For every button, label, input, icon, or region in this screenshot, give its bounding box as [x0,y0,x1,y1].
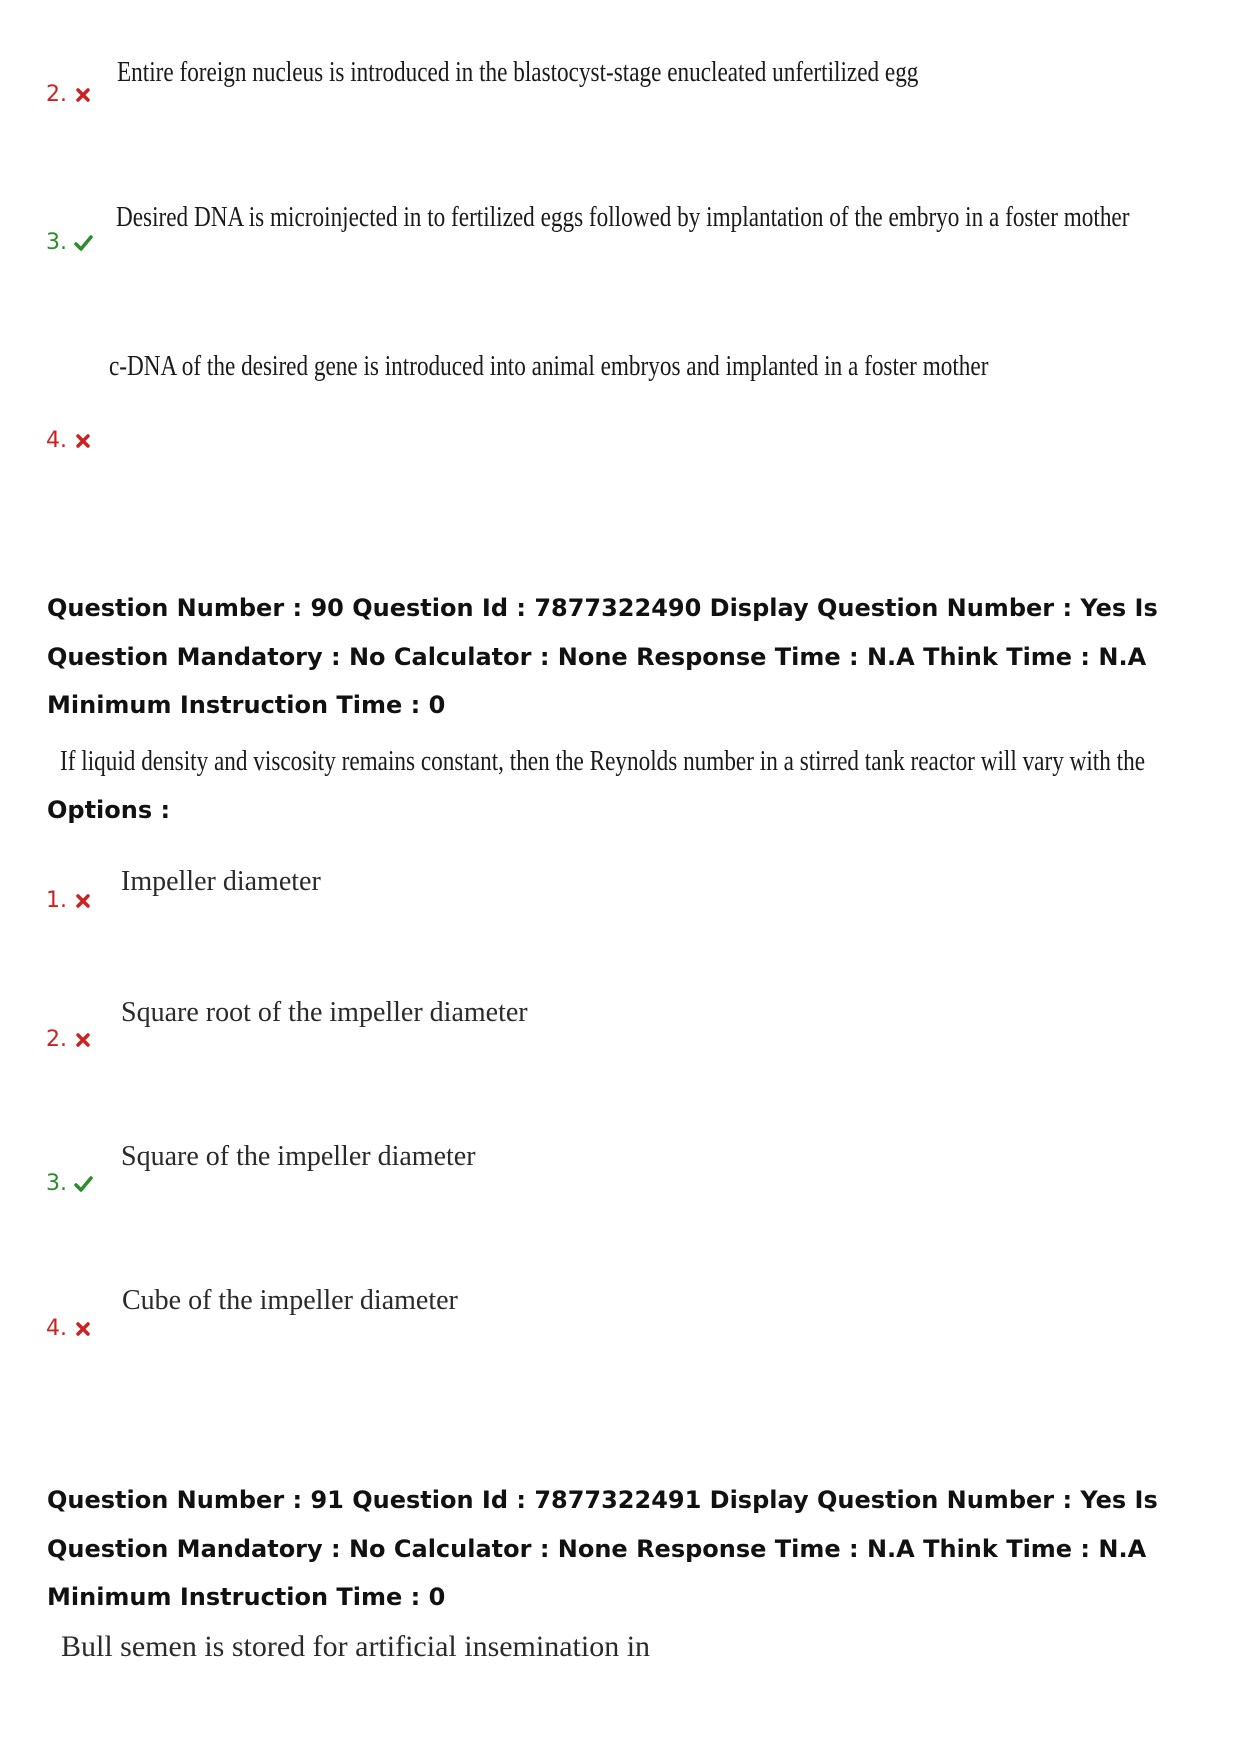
option-number: 3. [46,230,67,255]
check-icon [73,1174,93,1194]
options-label: Options : [47,796,171,824]
option-text: Square root of the impeller diameter [121,997,528,1028]
option-number: 4. [46,1316,67,1341]
cross-icon [73,1319,93,1339]
option-number: 2. [46,82,67,107]
option-text: Entire foreign nucleus is introduced in the blastocyst-stage enucleated unfertilized egg [117,56,919,88]
question-text: Bull semen is stored for artificial insemination in [61,1630,651,1663]
option-text: Square of the impeller diameter [121,1141,476,1172]
cross-icon [73,85,93,105]
option-number: 4. [46,428,67,453]
option-text: c-DNA of the desired gene is introduced into animal embryos and implanted in a foster mother [109,350,989,382]
option-marker [46,428,93,453]
cross-icon [73,1030,93,1050]
check-icon [73,233,93,253]
question-meta: Question Number : 91 Question Id : 7877322491 Display Question Number : Yes Is Question Mandatory : No Calculator : None Response Time : N.A Think Time : N.A Minimum Instruction Time : 0 [47,1486,1158,1611]
cross-icon [73,891,93,911]
option-marker [46,1171,93,1196]
option-marker [46,1316,93,1341]
option-number: 2. [46,1027,67,1052]
option-number: 3. [46,1171,67,1196]
option-text: Desired DNA is microinjected in to fertilized eggs followed by implantation of the embryo in a foster mother [116,201,1130,233]
option-marker [46,1027,93,1052]
option-number: 1. [46,888,67,913]
option-marker [46,888,93,913]
option-text: Cube of the impeller diameter [122,1285,458,1316]
question-text: If liquid density and viscosity remains constant, then the Reynolds number in a stirred tank reactor will vary with the [60,745,1145,777]
question-meta: Question Number : 90 Question Id : 7877322490 Display Question Number : Yes Is Question Mandatory : No Calculator : None Response Time : N.A Think Time : N.A Minimum Instruction Time : 0 [47,594,1158,719]
option-marker [46,230,93,255]
cross-icon [73,431,93,451]
option-text: Impeller diameter [121,866,321,897]
option-marker [46,82,93,107]
